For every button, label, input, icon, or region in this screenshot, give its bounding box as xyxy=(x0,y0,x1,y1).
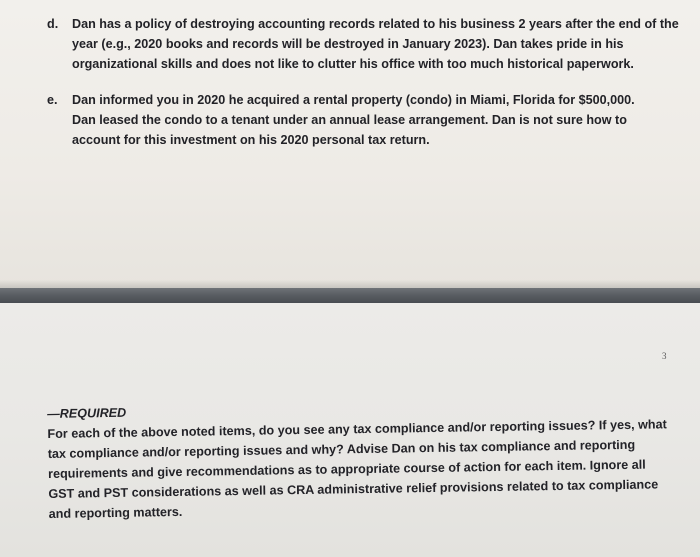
list-item-d xyxy=(47,14,687,76)
text-line: Dan has a policy of destroying accounting records related to his business 2 years after the end of the xyxy=(72,17,679,31)
text-line: GST and PST considerations as well as CRA administrative relief provisions related to tax compliance xyxy=(48,477,659,501)
text-line: Dan leased the condo to a tenant under an annual lease arrangement. Dan is not sure how to xyxy=(72,113,627,127)
text-line: requirements and give recommendations as to appropriate course of action for each item. Ignore all xyxy=(47,457,646,481)
page-divider xyxy=(0,288,700,303)
text-line: organizational skills and does not like to clutter his office with too much historical paperwork. xyxy=(72,57,634,71)
list-item-e xyxy=(47,90,687,152)
list-item-e-text xyxy=(72,90,635,150)
list-item-d-text xyxy=(72,14,679,74)
list-marker-e: e. xyxy=(47,93,58,107)
page-number: 3 xyxy=(662,351,667,361)
text-line: For each of the above noted items, do you see any tax compliance and/or reporting issues? If yes, what xyxy=(47,417,667,441)
text-line: year (e.g., 2020 books and records will be destroyed in January 2023). Dan takes pride in his xyxy=(72,37,624,51)
page-edge-shadow xyxy=(0,280,700,288)
list-marker-d: d. xyxy=(47,17,59,31)
text-line: tax compliance and/or reporting issues and why? Advise Dan on his tax compliance and reporting xyxy=(47,437,636,461)
required-section xyxy=(47,394,689,524)
text-line: account for this investment on his 2020 personal tax return. xyxy=(72,133,430,147)
required-heading: —REQUIRED xyxy=(47,405,127,421)
text-line: Dan informed you in 2020 he acquired a rental property (condo) in Miami, Florida for $500,000. xyxy=(72,93,635,107)
text-line: and reporting matters. xyxy=(48,504,183,521)
